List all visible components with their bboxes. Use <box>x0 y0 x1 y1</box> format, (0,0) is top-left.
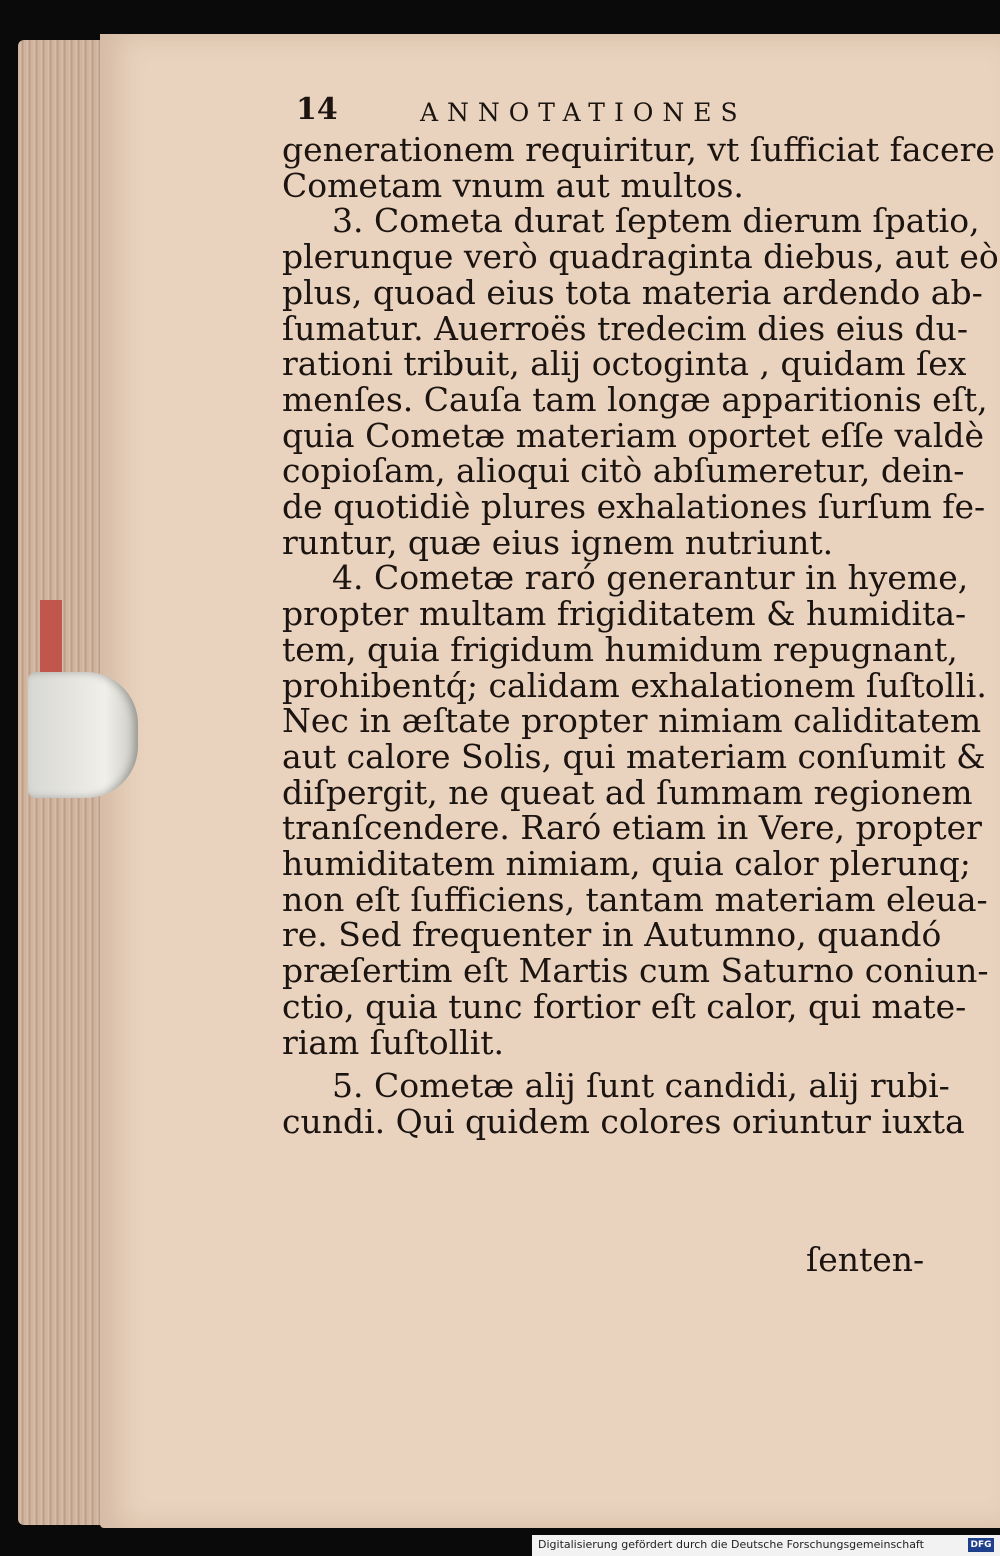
text-line: ſumatur. Auerroës tredecim dies eius du- <box>282 308 969 348</box>
text-line: tem, quia frigidum humidum repugnant, <box>282 629 958 669</box>
text-line: ctio, quia tunc fortior eſt calor, qui mate- <box>282 986 967 1026</box>
text-line: humiditatem nimiam, quia calor plerunq; <box>282 844 971 884</box>
page-header <box>296 92 836 128</box>
text-line: riam ſuſtollit. <box>282 1022 505 1062</box>
text-line: tranſcendere. Raró etiam in Vere, propter <box>282 808 982 848</box>
catchword: ſenten- <box>806 1240 925 1279</box>
text-line: aut calore Solis, qui materiam conſumit & <box>282 736 986 776</box>
dfg-logo: DFG <box>968 1538 994 1552</box>
page-clip <box>28 672 138 798</box>
text-line: quia Cometæ materiam oportet eſſe valdè <box>282 415 985 455</box>
text-line: de quotidiè plures exhalationes ſurſum fe- <box>282 487 986 527</box>
body-text <box>282 130 999 1141</box>
text-line: propter multam frigiditatem & humidita- <box>282 594 967 634</box>
text-line: menſes. Cauſa tam longæ apparitionis eſt, <box>282 379 988 419</box>
text-line: Cometam vnum aut multos. <box>282 165 744 205</box>
footer-credit-bar <box>532 1535 1000 1556</box>
running-head: ANNOTATIONES <box>420 98 747 127</box>
text-line: rationi tribuit, alij octoginta , quidam ſex <box>282 344 967 384</box>
text-line: runtur, quæ eius ignem nutriunt. <box>282 522 834 562</box>
text-line: cundi. Qui quidem colores oriuntur iuxta <box>282 1101 965 1141</box>
text-line: plerunque verò quadraginta diebus, aut eò <box>282 237 999 277</box>
text-line: prohibentq́; calidam exhalationem ſuſtolli. <box>282 665 987 705</box>
text-line: non eſt ſufficiens, tantam materiam eleua- <box>282 879 988 919</box>
text-line: plus, quoad eius tota materia ardendo ab- <box>282 272 983 312</box>
text-line: 4. Cometæ raró generantur in hyeme, <box>332 558 969 598</box>
text-line: generationem requiritur, vt ſufficiat facere <box>282 130 995 169</box>
text-line: præſertim eſt Martis cum Saturno coniun- <box>282 951 989 991</box>
text-line: re. Sed frequenter in Autumno, quandó <box>282 915 942 955</box>
text-line: 3. Cometa durat ſeptem dierum ſpatio, <box>332 201 980 241</box>
text-line: diſpergit, ne queat ad ſummam regionem <box>282 772 973 812</box>
text-line: 5. Cometæ alij ſunt candidi, alij rubi- <box>332 1066 950 1106</box>
text-line: Nec in æſtate propter nimiam caliditatem <box>282 701 982 741</box>
text-line: copioſam, alioqui citò abſumeretur, dein- <box>282 451 965 491</box>
page-number: 14 <box>296 92 338 127</box>
footer-credit: Digitalisierung gefördert durch die Deutsche Forschungsgemeinschaft <box>538 1538 924 1551</box>
